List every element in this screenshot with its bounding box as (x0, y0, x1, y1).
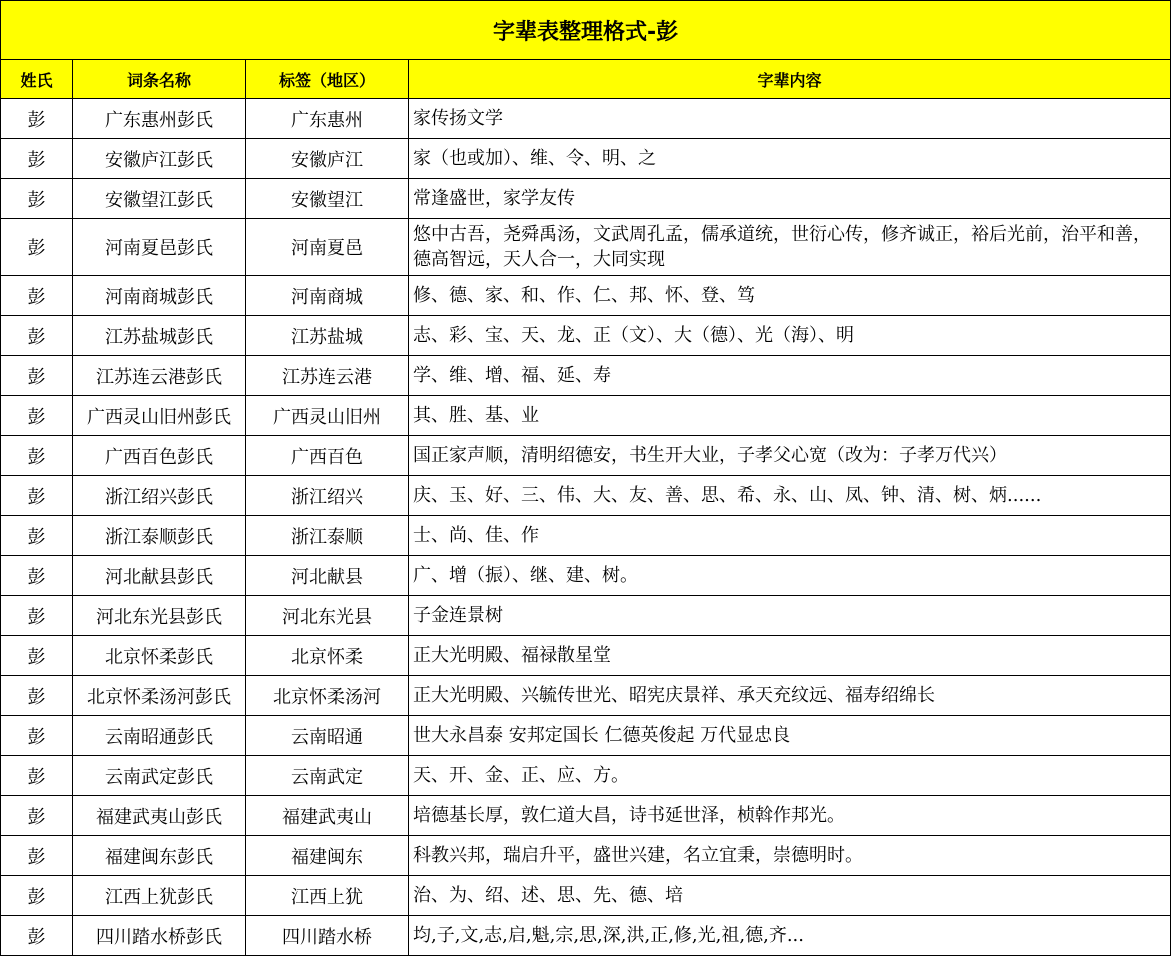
entry-name-cell[interactable]: 广东惠州彭氏 (73, 99, 246, 139)
entry-name-cell[interactable]: 广西灵山旧州彭氏 (73, 396, 246, 436)
surname-cell[interactable]: 彭 (1, 516, 73, 556)
generation-content-cell[interactable]: 广、增（振）、继、建、树。 (409, 556, 1171, 596)
sheet-title[interactable]: 字辈表整理格式-彭 (1, 1, 1171, 60)
table-row (1, 756, 1171, 796)
surname-cell[interactable]: 彭 (1, 596, 73, 636)
surname-cell[interactable]: 彭 (1, 99, 73, 139)
surname-cell[interactable]: 彭 (1, 916, 73, 956)
region-tag-cell[interactable]: 江苏盐城 (246, 316, 409, 356)
entry-name-cell[interactable]: 河南夏邑彭氏 (73, 219, 246, 276)
table-body (1, 99, 1171, 956)
table-row (1, 716, 1171, 756)
surname-cell[interactable]: 彭 (1, 836, 73, 876)
surname-cell[interactable]: 彭 (1, 396, 73, 436)
surname-cell[interactable]: 彭 (1, 556, 73, 596)
region-tag-cell[interactable]: 安徽庐江 (246, 139, 409, 179)
entry-name-cell[interactable]: 广西百色彭氏 (73, 436, 246, 476)
region-tag-cell[interactable]: 北京怀柔 (246, 636, 409, 676)
generation-content-cell[interactable]: 志、彩、宝、天、龙、正（文）、大（德）、光（海）、明 (409, 316, 1171, 356)
generation-content-cell[interactable]: 均,子,文,志,启,魁,宗,思,深,洪,正,修,光,祖,德,齐... (409, 916, 1171, 956)
table-row (1, 916, 1171, 956)
header-row (1, 60, 1171, 99)
column-header-region-tag[interactable]: 标签（地区） (246, 60, 409, 99)
generation-content-cell[interactable]: 培德基长厚，敦仁道大昌，诗书延世泽，桢斡作邦光。 (409, 796, 1171, 836)
region-tag-cell[interactable]: 福建武夷山 (246, 796, 409, 836)
generation-content-cell[interactable]: 治、为、绍、述、思、先、德、培 (409, 876, 1171, 916)
region-tag-cell[interactable]: 江西上犹 (246, 876, 409, 916)
table-row (1, 99, 1171, 139)
table-row (1, 476, 1171, 516)
table-row (1, 276, 1171, 316)
generation-content-cell[interactable]: 庆、玉、好、三、伟、大、友、善、思、希、永、山、凤、钟、清、树、炳...... (409, 476, 1171, 516)
entry-name-cell[interactable]: 河南商城彭氏 (73, 276, 246, 316)
generation-content-cell[interactable]: 士、尚、佳、作 (409, 516, 1171, 556)
surname-cell[interactable]: 彭 (1, 716, 73, 756)
entry-name-cell[interactable]: 江苏盐城彭氏 (73, 316, 246, 356)
region-tag-cell[interactable]: 安徽望江 (246, 179, 409, 219)
region-tag-cell[interactable]: 河南商城 (246, 276, 409, 316)
generation-content-cell[interactable]: 正大光明殿、福禄散星堂 (409, 636, 1171, 676)
entry-name-cell[interactable]: 河北献县彭氏 (73, 556, 246, 596)
surname-cell[interactable]: 彭 (1, 476, 73, 516)
generation-content-cell[interactable]: 正大光明殿、兴毓传世光、昭宪庆景祥、承天充纹远、福寿绍绵长 (409, 676, 1171, 716)
entry-name-cell[interactable]: 云南武定彭氏 (73, 756, 246, 796)
entry-name-cell[interactable]: 云南昭通彭氏 (73, 716, 246, 756)
entry-name-cell[interactable]: 安徽望江彭氏 (73, 179, 246, 219)
table-row (1, 139, 1171, 179)
surname-cell[interactable]: 彭 (1, 276, 73, 316)
entry-name-cell[interactable]: 河北东光县彭氏 (73, 596, 246, 636)
surname-cell[interactable]: 彭 (1, 436, 73, 476)
surname-cell[interactable]: 彭 (1, 756, 73, 796)
surname-cell[interactable]: 彭 (1, 219, 73, 276)
region-tag-cell[interactable]: 云南武定 (246, 756, 409, 796)
generation-content-cell[interactable]: 世大永昌泰 安邦定国长 仁德英俊起 万代显忠良 (409, 716, 1171, 756)
table-row (1, 316, 1171, 356)
column-header-entry-name[interactable]: 词条名称 (73, 60, 246, 99)
surname-cell[interactable]: 彭 (1, 356, 73, 396)
region-tag-cell[interactable]: 浙江绍兴 (246, 476, 409, 516)
region-tag-cell[interactable]: 江苏连云港 (246, 356, 409, 396)
entry-name-cell[interactable]: 浙江绍兴彭氏 (73, 476, 246, 516)
region-tag-cell[interactable]: 四川踏水桥 (246, 916, 409, 956)
entry-name-cell[interactable]: 江苏连云港彭氏 (73, 356, 246, 396)
generation-content-cell[interactable]: 家（也或加）、维、令、明、之 (409, 139, 1171, 179)
generation-content-cell[interactable]: 学、维、增、福、延、寿 (409, 356, 1171, 396)
surname-cell[interactable]: 彭 (1, 636, 73, 676)
table-row (1, 556, 1171, 596)
region-tag-cell[interactable]: 广西百色 (246, 436, 409, 476)
table-row (1, 219, 1171, 276)
surname-cell[interactable]: 彭 (1, 316, 73, 356)
surname-cell[interactable]: 彭 (1, 139, 73, 179)
table-row (1, 876, 1171, 916)
region-tag-cell[interactable]: 广东惠州 (246, 99, 409, 139)
generation-content-cell[interactable]: 天、开、金、正、应、方。 (409, 756, 1171, 796)
generation-content-cell[interactable]: 修、德、家、和、作、仁、邦、怀、登、笃 (409, 276, 1171, 316)
region-tag-cell[interactable]: 广西灵山旧州 (246, 396, 409, 436)
table-row (1, 356, 1171, 396)
table-row (1, 596, 1171, 636)
generation-content-cell[interactable]: 国正家声顺，清明绍德安，书生开大业，子孝父心宽（改为：子孝万代兴） (409, 436, 1171, 476)
surname-cell[interactable]: 彭 (1, 179, 73, 219)
generation-content-cell[interactable]: 子金连景树 (409, 596, 1171, 636)
region-tag-cell[interactable]: 河北献县 (246, 556, 409, 596)
region-tag-cell[interactable]: 河北东光县 (246, 596, 409, 636)
entry-name-cell[interactable]: 北京怀柔彭氏 (73, 636, 246, 676)
column-header-surname[interactable]: 姓氏 (1, 60, 73, 99)
generation-content-cell[interactable]: 其、胜、基、业 (409, 396, 1171, 436)
table-row (1, 836, 1171, 876)
entry-name-cell[interactable]: 福建闽东彭氏 (73, 836, 246, 876)
table-row (1, 516, 1171, 556)
region-tag-cell[interactable]: 河南夏邑 (246, 219, 409, 276)
region-tag-cell[interactable]: 福建闽东 (246, 836, 409, 876)
surname-cell[interactable]: 彭 (1, 796, 73, 836)
region-tag-cell[interactable]: 北京怀柔汤河 (246, 676, 409, 716)
title-row (1, 1, 1171, 60)
entry-name-cell[interactable]: 安徽庐江彭氏 (73, 139, 246, 179)
surname-cell[interactable]: 彭 (1, 876, 73, 916)
generation-content-cell[interactable]: 家传扬文学 (409, 99, 1171, 139)
table-row (1, 636, 1171, 676)
entry-name-cell[interactable]: 福建武夷山彭氏 (73, 796, 246, 836)
generation-content-cell[interactable]: 悠中古吾，尧舜禹汤，文武周孔孟，儒承道统，世衍心传，修齐诚正，裕后光前，治平和善，德高智远，天人合一，大同实现 (409, 219, 1171, 276)
table-row (1, 396, 1171, 436)
surname-cell[interactable]: 彭 (1, 676, 73, 716)
table-row (1, 676, 1171, 716)
entry-name-cell[interactable]: 四川踏水桥彭氏 (73, 916, 246, 956)
table-row (1, 436, 1171, 476)
generation-content-cell[interactable]: 科教兴邦，瑞启升平，盛世兴建，名立宜秉，崇德明时。 (409, 836, 1171, 876)
entry-name-cell[interactable]: 北京怀柔汤河彭氏 (73, 676, 246, 716)
generation-content-cell[interactable]: 常逢盛世，家学友传 (409, 179, 1171, 219)
region-tag-cell[interactable]: 云南昭通 (246, 716, 409, 756)
table-row (1, 796, 1171, 836)
column-header-generation-content[interactable]: 字辈内容 (409, 60, 1171, 99)
entry-name-cell[interactable]: 江西上犹彭氏 (73, 876, 246, 916)
entry-name-cell[interactable]: 浙江泰顺彭氏 (73, 516, 246, 556)
table-row (1, 179, 1171, 219)
region-tag-cell[interactable]: 浙江泰顺 (246, 516, 409, 556)
